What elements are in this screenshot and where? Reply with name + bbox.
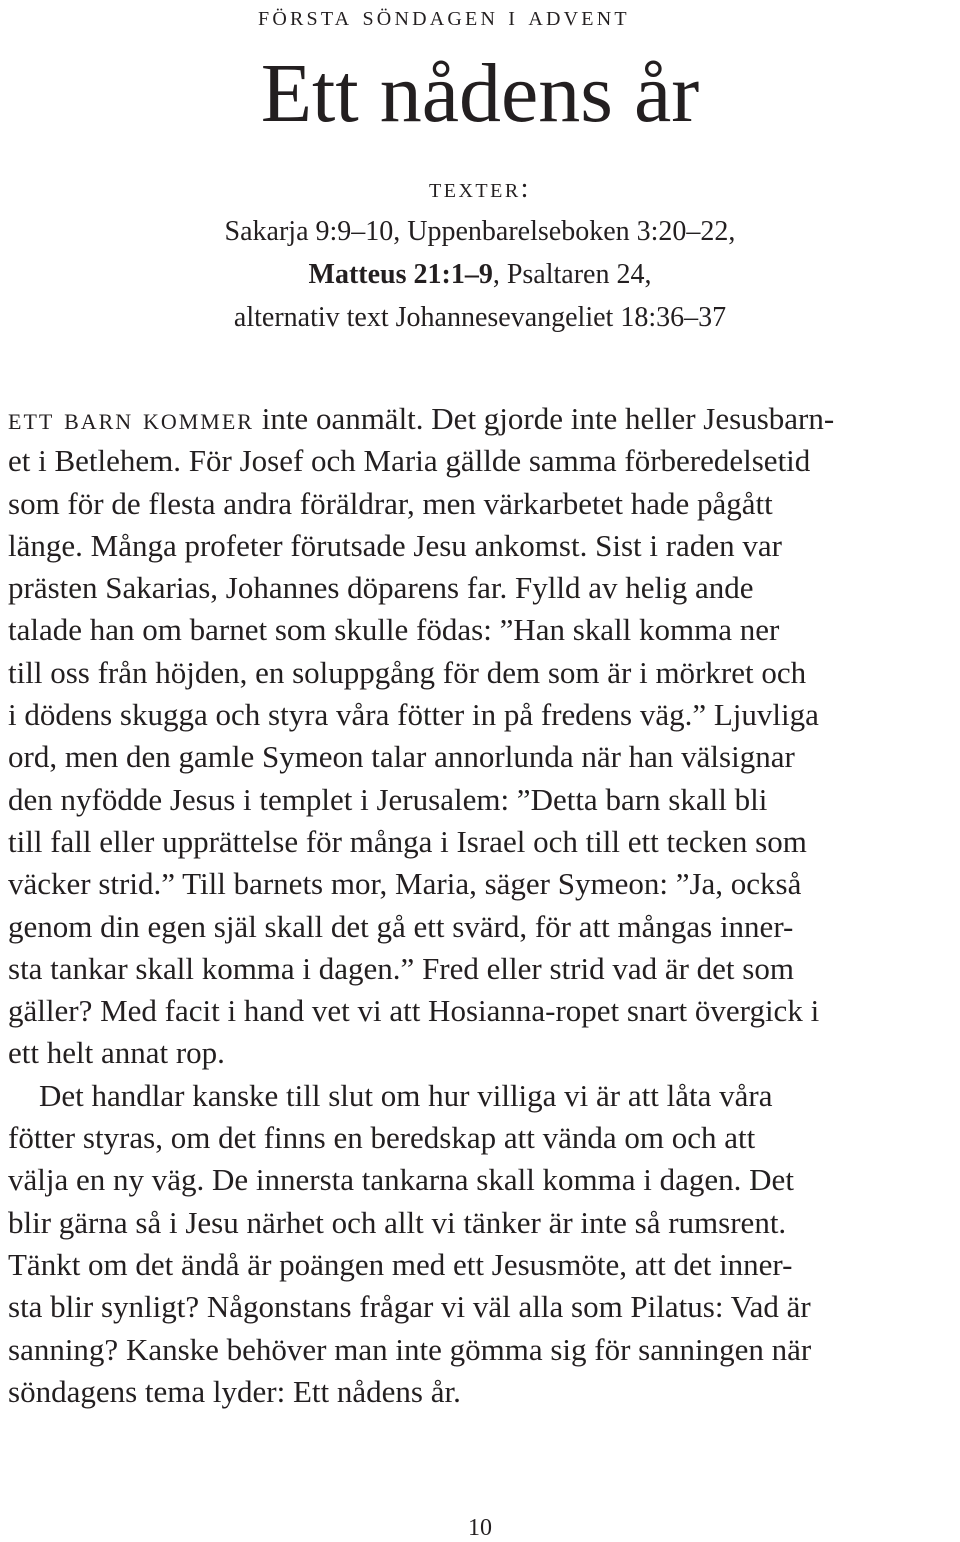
text-line: ett barn kommer inte oanmält. Det gjorde inte heller Jesusbarn- [8,401,835,436]
readings-line-2-rest: , Psaltaren 24, [492,259,652,290]
text-line: fötter styras, om det finns en beredskap att vända om och att [8,1120,756,1156]
readings-label: texter: [429,173,531,204]
text-line: blir gärna så i Jesu närhet och allt vi tänker är inte så rumsrent. [8,1204,787,1240]
sermon-text [8,398,960,1413]
text-line: i dödens skugga och styra våra fötter in på fredens väg.” Ljuvliga [8,697,819,733]
text-line: välja en ny väg. De innersta tankarna skall komma i dagen. Det [8,1162,794,1198]
gospel-reading: Matteus 21:1–9 [308,259,493,290]
text-line: sta blir synligt? Någonstans frågar vi väl alla som Pilatus: Vad är [8,1289,811,1325]
text-line: Tänkt om det ändå är poängen med ett Jesusmöte, att det inner- [8,1246,793,1282]
text-line: till fall eller upprättelse för många i Israel och till ett tecken som [8,823,807,859]
section-heading: första söndagen i advent [258,1,630,32]
text-line: et i Betlehem. För Josef och Maria gällde samma förberedelsetid [8,443,811,479]
text-line: genom din egen själ skall det gå ett svärd, för att mångas inner- [8,908,794,944]
text-line: ett helt annat rop. [8,1035,225,1071]
text-line: väcker strid.” Till barnets mor, Maria, säger Symeon: ”Ja, också [8,866,802,902]
text-line: gäller? Med facit i hand vet vi att Hosianna-ropet snart övergick i [8,993,820,1029]
readings-line-1: Sakarja 9:9–10, Uppenbarelseboken 3:20–22, [224,216,736,247]
page-number: 10 [468,1515,492,1541]
text-line: prästen Sakarias, Johannes döparens far. Fylld av helig ande [8,570,754,606]
text-line: sanning? Kanske behöver man inte gömma sig för sanningen när [8,1331,812,1367]
text-line: länge. Många profeter förutsade Jesu ankomst. Sist i raden var [8,527,782,563]
lead-in-smallcaps: ett barn kommer [8,401,254,436]
readings-line-2 [0,253,960,296]
text-line: ord, men den gamle Symeon talar annorlunda när han välsignar [8,739,795,775]
text-line: sta tankar skall komma i dagen.” Fred eller strid vad är det som [8,950,794,986]
text-line: den nyfödde Jesus i templet i Jerusalem: ”Detta barn skall bli [8,781,768,817]
text-line: till oss från höjden, en soluppgång för dem som är i mörkret och [8,654,807,690]
readings-block [0,167,960,339]
page-title: Ett nådens år [260,47,700,140]
readings-line-3: alternativ text Johannesevangeliet 18:36–37 [233,302,727,333]
text-line: som för de flesta andra föräldrar, men värkarbetet hade pågått [8,485,773,521]
text-line: talade han om barnet som skulle födas: ”Han skall komma ner [8,612,780,648]
text-line: Det handlar kanske till slut om hur villiga vi är att låta våra [8,1077,773,1113]
text-line: söndagens tema lyder: Ett nådens år. [8,1373,461,1409]
